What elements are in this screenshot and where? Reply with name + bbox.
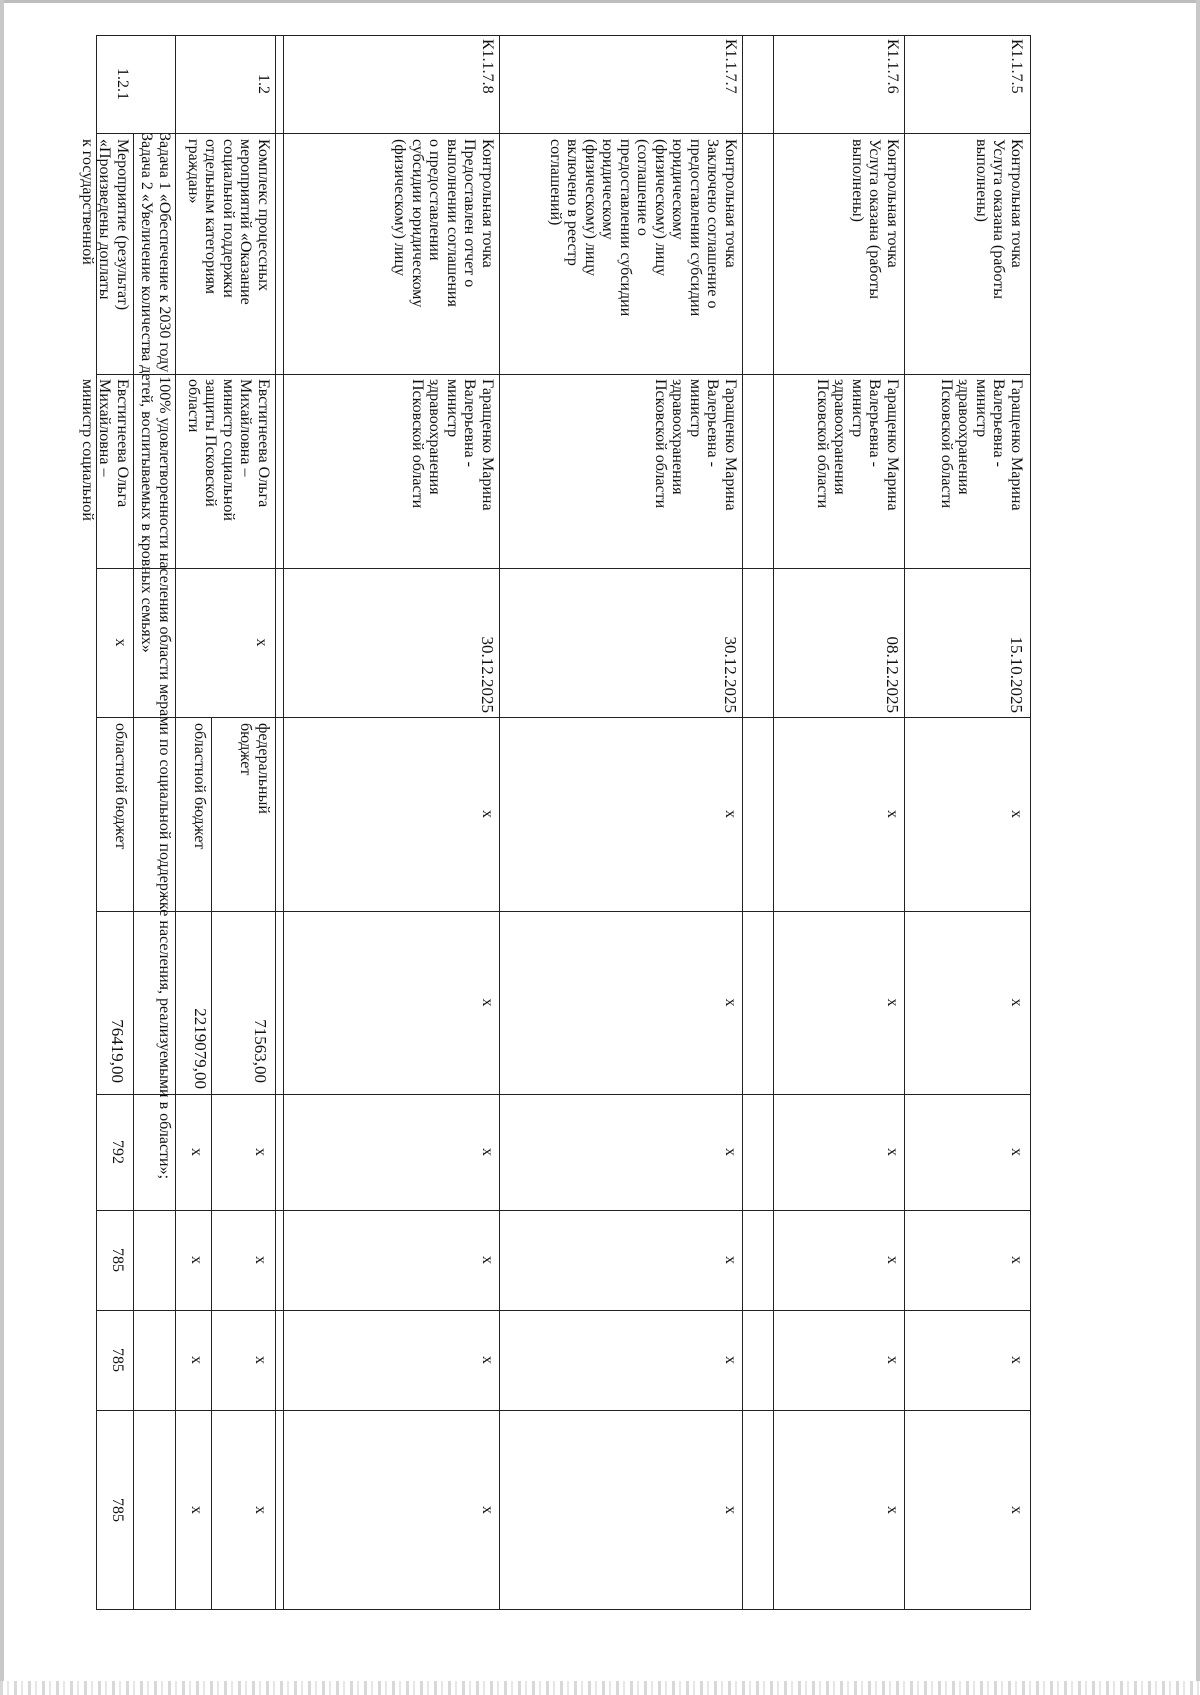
row-value-1: x (188, 1148, 205, 1156)
row-value-2: 785 (109, 1248, 126, 1272)
task-band-bottom (133, 133, 134, 1610)
row-source-regional: областной бюджет (191, 723, 208, 850)
row-source: x (884, 810, 901, 818)
row-value-3: 785 (109, 1348, 126, 1372)
row-code: К1.1.7.8 (479, 39, 496, 94)
row-divider (904, 35, 905, 1610)
col-divider (175, 1410, 1031, 1411)
row-date: x (112, 638, 129, 647)
scan-edge-top (0, 0, 1200, 3)
row-date: 30.12.2025 (478, 636, 497, 713)
row-value-3: x (252, 1356, 269, 1364)
scan-noise-strip (0, 1681, 1200, 1695)
task-1-text: Задача 1 «Обеспечение к 2030 году 100% удовлетворенности населения области мерами по социальной поддержке населения, реализуемыми в области»; (156, 133, 173, 1180)
row-amount: x (722, 998, 739, 1007)
row-code: К1.1.7.5 (1008, 39, 1025, 94)
row-responsible: Гаращенко Марина Валерьевна - министр здравоохранения Псковской области (409, 379, 496, 511)
row-name: Контрольная точка Заключено соглашение о предоставлении субсидии юридическому (физическому) лицу (соглашение о предоставлении субсидии юридическому (физическому) лицу включено в реестр соглашений) (547, 139, 739, 317)
row-name: Комплекс процессных мероприятий «Оказание социальной поддержки отдельным категориям граждан» (185, 139, 272, 305)
rotated-table-wrapper (79, 35, 1031, 1610)
row-value-4: x (252, 1506, 269, 1514)
row-name: Мероприятие (результат) «Произведены доплаты к государственной (79, 139, 131, 311)
row-responsible: Гаращенко Марина Валерьевна - министр здравоохранения Псковской области (814, 379, 901, 511)
row-value-2: x (884, 1256, 901, 1264)
row-date: 30.12.2025 (721, 636, 740, 713)
row-value-3: x (479, 1356, 496, 1364)
row-source-federal: федеральный бюджет (237, 723, 272, 814)
row-value-4: x (884, 1506, 901, 1514)
row-date: 08.12.2025 (883, 636, 902, 713)
row-responsible: Гаращенко Марина Валерьевна - министр здравоохранения Псковской области (938, 379, 1025, 511)
plan-table (79, 35, 1031, 1610)
row-value-2: x (252, 1256, 269, 1264)
task-band-top (175, 35, 176, 1610)
row-code: 1.2.1 (114, 68, 131, 100)
col-divider (175, 133, 1031, 134)
row-value-1: x (884, 1148, 901, 1156)
row-divider (773, 35, 774, 1610)
row-value-3: x (188, 1356, 205, 1364)
col-divider (175, 717, 1031, 718)
row-amount-federal: 71563,00 (251, 1019, 270, 1083)
row-value-2: x (188, 1256, 205, 1264)
row-name: Контрольная точка Услуга оказана (работы выполнены) (849, 139, 901, 299)
row-value-3: x (1008, 1356, 1025, 1364)
budget-split-line (211, 717, 212, 1610)
row-divider (275, 35, 276, 1610)
row-responsible: Евстигнеева Ольга Михайловна – министр социальной защиты Псковской области (185, 379, 272, 521)
row-code: К1.1.7.6 (884, 39, 901, 94)
row-code: 1.2 (255, 74, 272, 94)
row-value-2: x (722, 1256, 739, 1264)
row-divider (283, 35, 284, 1610)
task-2-text: Задача 2 «Увеличение количества детей, воспитываемых в кровных семьях» (138, 133, 155, 653)
row-value-1: x (479, 1148, 496, 1156)
row-source: x (479, 810, 496, 818)
row-responsible: Гаращенко Марина Валерьевна - министр здравоохранения Псковской области (652, 379, 739, 511)
row-name: Контрольная точка Услуга оказана (работы выполнены) (973, 139, 1025, 299)
row-date: 15.10.2025 (1007, 636, 1026, 713)
row-value-1: 792 (109, 1140, 126, 1164)
col-divider (175, 374, 1031, 375)
row-source: x (722, 810, 739, 818)
row-value-2: x (1008, 1256, 1025, 1264)
row-value-4: x (479, 1506, 496, 1514)
row-amount: x (1008, 998, 1025, 1007)
row-value-3: x (884, 1356, 901, 1364)
col-divider (175, 1094, 1031, 1095)
row-value-1: x (252, 1148, 269, 1156)
row-value-4: x (1008, 1506, 1025, 1514)
row-value-4: 785 (109, 1498, 126, 1522)
row-value-3: x (722, 1356, 739, 1364)
row-value-4: x (722, 1506, 739, 1514)
col-divider (175, 1210, 1031, 1211)
row-name: Контрольная точка Предоставлен отчет о выполнении соглашения о предоставлении субсидии юридическому (физическому) лицу (391, 139, 496, 308)
row-amount: x (884, 998, 901, 1007)
row-code: К1.1.7.7 (722, 39, 739, 94)
scan-edge-right (1196, 0, 1200, 1695)
row-responsible: Евстигнеева Ольга Михайловна – министр социальной (79, 379, 131, 521)
scan-edge-left (0, 0, 4, 1695)
row-divider (499, 35, 500, 1610)
col-divider (175, 1310, 1031, 1311)
row-value-1: x (722, 1148, 739, 1156)
row-source: x (1008, 810, 1025, 818)
row-source: областной бюджет (112, 723, 129, 850)
row-amount: 76419,00 (108, 1019, 127, 1083)
row-value-4: x (188, 1506, 205, 1514)
row-date: x (253, 638, 270, 647)
row-amount-regional: 2219079,00 (191, 1008, 210, 1089)
col-divider (175, 568, 1031, 569)
row-amount: x (479, 998, 496, 1007)
row-value-2: x (479, 1256, 496, 1264)
col-divider (175, 911, 1031, 912)
row-value-1: x (1008, 1148, 1025, 1156)
row-divider (742, 35, 743, 1610)
